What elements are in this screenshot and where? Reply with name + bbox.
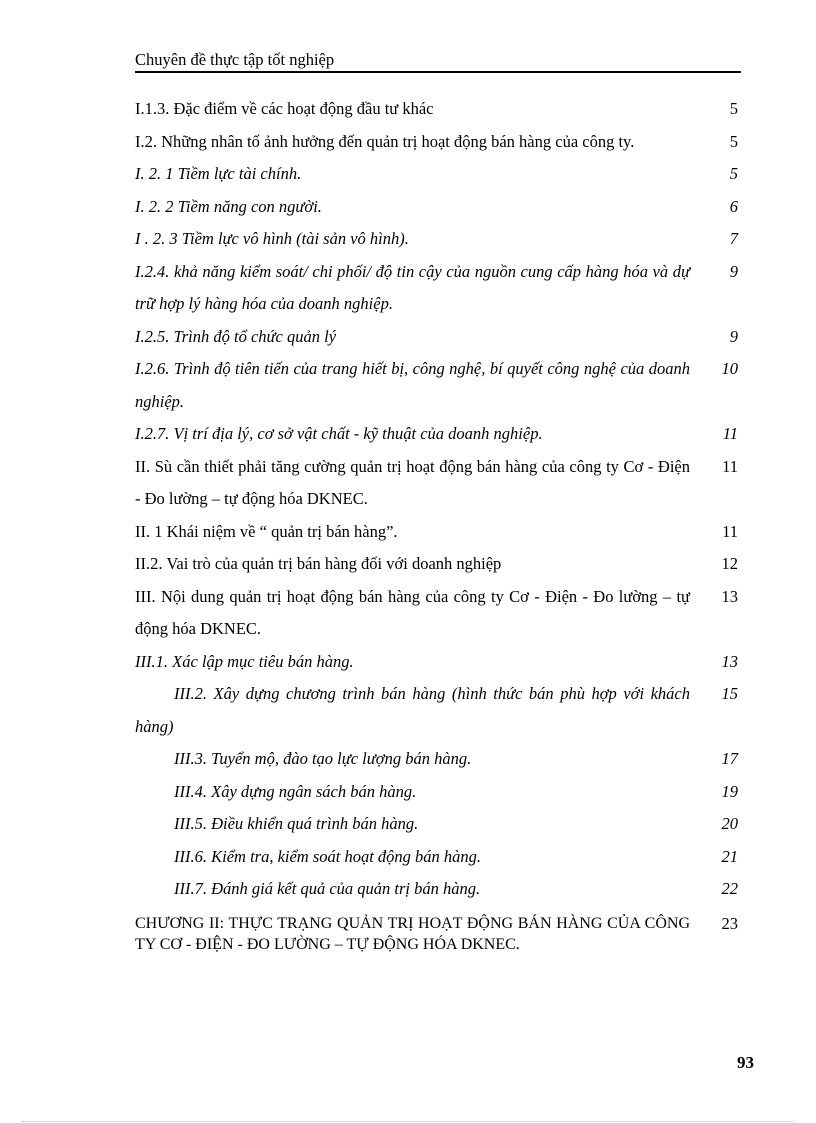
toc-entry-title: I. 2. 2 Tiềm năng con người.: [135, 196, 322, 216]
toc-entry-title: III.7. Đánh giá kết quả của quản trị bán hàng.: [174, 879, 481, 898]
toc-entry-page: 9: [729, 261, 738, 281]
toc-entry-page: 6: [729, 196, 738, 216]
toc-entry-title: CHƯƠNG II: THỰC TRẠNG QUẢN TRỊ HOẠT ĐỘNG BÁN HÀNG CỦA CÔNG TY CƠ - ĐIỆN - ĐO LƯỜNG – TỰ ĐỘNG HÓA DKNEC.: [135, 914, 690, 953]
toc-entry-page: 11: [722, 456, 738, 476]
toc-entry-page: 7: [729, 229, 738, 248]
toc-entry: [135, 321, 741, 354]
toc-entry: [135, 516, 741, 549]
toc-entry-title: III.5. Điều khiển quá trình bán hàng.: [174, 814, 419, 833]
toc-entry: [135, 353, 741, 418]
toc-entry-page: 10: [721, 359, 738, 378]
toc-entry-title: III.3. Tuyển mộ, đào tạo lực lượng bán hàng.: [174, 749, 472, 768]
toc-entry-title: II. Sù cần thiết phải tăng cường quản trị hoạt động bán hàng của công ty Cơ - Điện - Đo lường – tự động hóa DKNEC.: [135, 456, 690, 508]
toc-entry-page: 9: [729, 326, 738, 346]
toc-entry-title: I. 2. 1 Tiềm lực tài chính.: [135, 164, 302, 183]
toc-entry-page: 15: [721, 684, 738, 703]
toc-entry-title: II.2. Vai trò của quản trị bán hàng đối với doanh nghiệp: [135, 554, 502, 573]
toc-entry: [135, 418, 741, 451]
toc-entry: [135, 646, 741, 679]
toc-entry: [135, 776, 741, 809]
toc-entry-title: III.4. Xây dựng ngân sách bán hàng.: [174, 781, 417, 801]
toc-entry-page: 20: [721, 814, 738, 833]
toc-entry-title: III.6. Kiểm tra, kiểm soát hoạt động bán hàng.: [174, 846, 482, 866]
toc-entry: [135, 743, 741, 776]
toc-entry-page: 5: [729, 99, 738, 118]
toc-entry-title: III.2. Xây dựng chương trình bán hàng (hình thức bán phù hợp với khách hàng): [135, 684, 690, 736]
header-title: Chuyên đề thực tập tốt nghiệp: [135, 50, 335, 69]
toc-entry-page: 22: [721, 879, 738, 898]
toc-entry-page: 5: [729, 164, 738, 183]
toc-entry: [135, 93, 741, 126]
toc-entry: [135, 126, 741, 159]
toc-entry-title: I.2.6. Trình độ tiên tiến của trang hiết bị, công nghệ, bí quyết công nghệ của doanh nghiệp.: [135, 359, 690, 411]
toc-entry-title: II. 1 Khái niệm về “ quản trị bán hàng”.: [135, 521, 398, 541]
toc-entry-page: 11: [722, 424, 738, 443]
toc-entry-page: 5: [729, 131, 738, 151]
toc-entry-page: 19: [721, 781, 738, 801]
table-of-contents: [135, 93, 741, 955]
toc-entry-title: I.1.3. Đặc điểm về các hoạt động đầu tư khác: [135, 99, 434, 118]
toc-entry: [135, 191, 741, 224]
toc-entry-title: I . 2. 3 Tiềm lực vô hình (tài sản vô hình).: [135, 229, 409, 248]
toc-entry: [135, 158, 741, 191]
running-header: [135, 49, 741, 73]
toc-entry-title: III. Nội dung quản trị hoạt động bán hàng của công ty Cơ - Điện - Đo lường – tự động hóa DKNEC.: [135, 586, 690, 638]
toc-entry: [135, 808, 741, 841]
toc-entry: [135, 841, 741, 874]
toc-entry: [135, 581, 741, 646]
toc-entry-page: 12: [721, 554, 738, 573]
toc-entry: [135, 451, 741, 516]
toc-entry-page: 13: [721, 586, 738, 606]
toc-entry: [135, 548, 741, 581]
toc-entry-title: I.2.5. Trình độ tổ chức quản lý: [135, 326, 337, 346]
toc-entry-title: I.2.4. khả năng kiểm soát/ chi phối/ độ tin cậy của nguồn cung cấp hàng hóa và dự trữ hợp lý hàng hóa của doanh nghiệp.: [135, 261, 690, 313]
toc-entry: [135, 223, 741, 256]
toc-entry-page: 23: [721, 913, 738, 933]
toc-entry-title: I.2. Những nhân tố ảnh hưởng đến quản trị hoạt động bán hàng của công ty.: [135, 131, 635, 151]
toc-entry: [135, 913, 741, 955]
page-number: 93: [737, 1053, 754, 1072]
toc-entry-page: 11: [722, 521, 738, 541]
toc-entry-title: III.1. Xác lập mục tiêu bán hàng.: [135, 651, 354, 671]
toc-entry: [135, 678, 741, 743]
page-edge-divider: [22, 1121, 794, 1122]
toc-entry: [135, 873, 741, 906]
toc-entry-page: 13: [721, 651, 738, 671]
toc-entry-page: 17: [721, 749, 738, 768]
toc-entry-title: I.2.7. Vị trí địa lý, cơ sở vật chất - kỹ thuật của doanh nghiệp.: [135, 424, 543, 443]
toc-entry: [135, 256, 741, 321]
toc-entry-page: 21: [721, 846, 738, 866]
